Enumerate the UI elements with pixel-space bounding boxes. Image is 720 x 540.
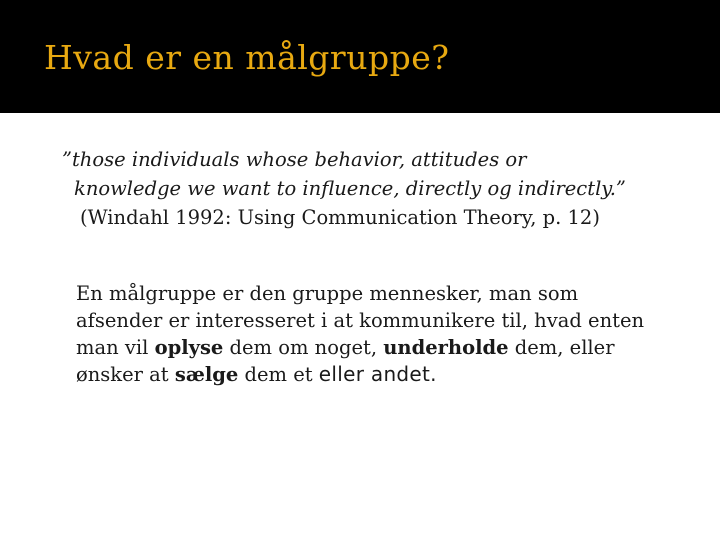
emphasis-oplyse: oplyse [154, 336, 224, 359]
paragraph-text: ønsker at [76, 363, 175, 386]
paragraph-line-1: En målgruppe er den gruppe mennesker, man som [76, 282, 579, 305]
paragraph-text: dem, eller [508, 336, 615, 359]
definition-paragraph [76, 280, 706, 388]
emphasis-underholde: underholde [383, 336, 509, 359]
quote-line-1: ”those individuals whose behavior, attitudes or [62, 148, 527, 171]
paragraph-text: dem et [238, 363, 319, 386]
paragraph-line-4 [76, 361, 706, 388]
title-bar [0, 0, 720, 113]
quote-block [62, 145, 702, 232]
quote-citation: (Windahl 1992: Using Communication Theory, p. 12) [80, 206, 600, 229]
paragraph-line-2: afsender er interesseret i at kommunikere til, hvad enten [76, 309, 645, 332]
slide-title: Hvad er en målgruppe? [44, 38, 450, 77]
paragraph-text: man vil [76, 336, 155, 359]
quote-line-2: knowledge we want to influence, directly og indirectly.” [74, 177, 626, 200]
paragraph-tail: eller andet. [318, 362, 437, 386]
emphasis-saelge: sælge [174, 363, 239, 386]
paragraph-line-3 [76, 334, 706, 361]
paragraph-text: dem om noget, [223, 336, 384, 359]
